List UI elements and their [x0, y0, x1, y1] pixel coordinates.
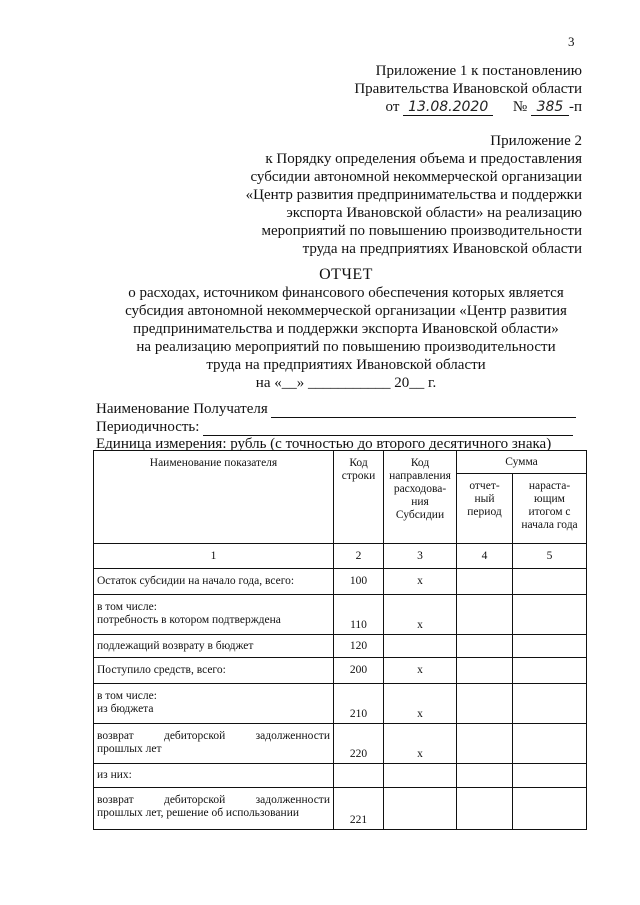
- row-name-cont: прошлых лет: [97, 743, 162, 755]
- appendix2-line3: субсидии автономной некоммерческой организации: [250, 169, 582, 185]
- appendix1-date-line: [354, 98, 582, 116]
- row-code: 200: [334, 658, 384, 684]
- row-direction: x: [384, 658, 457, 684]
- row-code: 100: [334, 569, 384, 595]
- row-reporting-value: [457, 764, 513, 788]
- number-suffix: -п: [568, 99, 582, 115]
- appendix2-line4: «Центр развития предпринимательства и поддержки: [245, 187, 582, 203]
- col-number-3: 3: [384, 544, 457, 569]
- report-line4: на реализацию мероприятий по повышению производительности: [136, 339, 556, 355]
- row-reporting-value: [457, 658, 513, 684]
- row-direction: [384, 764, 457, 788]
- row-reporting-value: [457, 724, 513, 764]
- row-name: в том числе:: [97, 601, 157, 613]
- recipient-input-line: [271, 400, 576, 418]
- column-number-row: [94, 544, 587, 569]
- header-direction-code: Код направления расходова-ния Субсидии: [384, 451, 457, 544]
- table-row: [94, 635, 587, 658]
- report-line1: о расходах, источником финансового обеспечения которых является: [128, 285, 564, 301]
- report-table: [93, 450, 587, 830]
- row-direction: x: [384, 724, 457, 764]
- row-cumulative-value: [513, 724, 587, 764]
- row-direction: x: [384, 595, 457, 635]
- row-direction: [384, 635, 457, 658]
- row-code: 120: [334, 635, 384, 658]
- row-name: подлежащий возврату в бюджет: [94, 635, 334, 658]
- header-sum: Сумма: [457, 451, 587, 474]
- from-label: от: [385, 99, 400, 115]
- row-cumulative-value: [513, 684, 587, 724]
- appendix1-line1: Приложение 1 к постановлению: [375, 63, 582, 79]
- header-indicator-name: Наименование показателя: [94, 451, 334, 544]
- row-name: из них:: [94, 764, 334, 788]
- row-reporting-value: [457, 569, 513, 595]
- col-number-2: 2: [334, 544, 384, 569]
- row-code: [334, 764, 384, 788]
- report-title: ОТЧЕТ: [319, 266, 373, 283]
- row-name: в том числе:: [97, 690, 157, 702]
- row-code: 110: [334, 595, 384, 635]
- report-line5: труда на предприятиях Ивановской области: [206, 357, 486, 373]
- report-line3: предпринимательства и поддержки экспорта Ивановской области»: [133, 321, 559, 337]
- row-name-cell: [94, 595, 334, 635]
- appendix1-line2: Правительства Ивановской области: [354, 81, 582, 97]
- header-cumulative: нараста-ющим итогом с начала года: [513, 474, 587, 544]
- row-name-cont: из бюджета: [97, 703, 154, 715]
- row-direction: x: [384, 569, 457, 595]
- row-name-cell: [94, 788, 334, 830]
- col-number-1: 1: [94, 544, 334, 569]
- col-number-5: 5: [513, 544, 587, 569]
- row-name-cont: прошлых лет, решение об использовании: [97, 807, 299, 819]
- appendix2-line6: мероприятий по повышению производительности: [261, 223, 582, 239]
- appendix2-line7: труда на предприятиях Ивановской области: [302, 241, 582, 257]
- report-line2: субсидия автономной некоммерческой организации «Центр развития: [125, 303, 567, 319]
- recipient-label: Наименование Получателя: [96, 401, 268, 417]
- row-cumulative-value: [513, 764, 587, 788]
- table-row: [94, 595, 587, 635]
- recipient-row: [96, 400, 576, 418]
- header-row-1: [94, 451, 587, 474]
- table-row: [94, 569, 587, 595]
- row-code: 220: [334, 724, 384, 764]
- row-code: 221: [334, 788, 384, 830]
- appendix2-line5: экспорта Ивановской области» на реализацию: [286, 205, 582, 221]
- row-name-cell: [94, 684, 334, 724]
- row-cumulative-value: [513, 595, 587, 635]
- row-reporting-value: [457, 684, 513, 724]
- decree-number: 385: [531, 100, 569, 116]
- appendix2-line1: Приложение 2: [490, 133, 582, 149]
- table-row: [94, 724, 587, 764]
- report-heading: [96, 266, 596, 392]
- report-fields: [96, 400, 576, 453]
- row-code: 210: [334, 684, 384, 724]
- table-row: [94, 658, 587, 684]
- report-date-line: на «__» ___________ 20__ г.: [255, 375, 437, 391]
- row-name: возврат дебиторской задолженности: [97, 794, 330, 806]
- number-label: №: [512, 99, 528, 115]
- appendix1-block: [354, 62, 582, 116]
- row-direction: [384, 788, 457, 830]
- row-name: Поступило средств, всего:: [94, 658, 334, 684]
- col-number-4: 4: [457, 544, 513, 569]
- table-row: [94, 684, 587, 724]
- row-direction: x: [384, 684, 457, 724]
- row-reporting-value: [457, 595, 513, 635]
- row-cumulative-value: [513, 635, 587, 658]
- row-cumulative-value: [513, 788, 587, 830]
- decree-date: 13.08.2020: [403, 100, 493, 116]
- periodicity-input-line: [203, 418, 573, 436]
- row-reporting-value: [457, 635, 513, 658]
- appendix2-block: [246, 132, 582, 258]
- table-row: [94, 764, 587, 788]
- row-reporting-value: [457, 788, 513, 830]
- periodicity-row: [96, 418, 576, 436]
- table-row: [94, 788, 587, 830]
- periodicity-label: Периодичность:: [96, 419, 200, 435]
- row-name: Остаток субсидии на начало года, всего:: [94, 569, 334, 595]
- unit-line: Единица измерения: рубль (с точностью до второго десятичного знака): [96, 436, 552, 452]
- header-line-code: Код строки: [334, 451, 384, 544]
- appendix2-line2: к Порядку определения объема и предоставления: [265, 151, 582, 167]
- row-name-cell: [94, 724, 334, 764]
- row-cumulative-value: [513, 658, 587, 684]
- row-cumulative-value: [513, 569, 587, 595]
- page-number: 3: [568, 34, 575, 49]
- header-reporting-period: отчет-ный период: [457, 474, 513, 544]
- row-name: возврат дебиторской задолженности: [97, 730, 330, 742]
- row-name-cont: потребность в котором подтверждена: [97, 614, 281, 626]
